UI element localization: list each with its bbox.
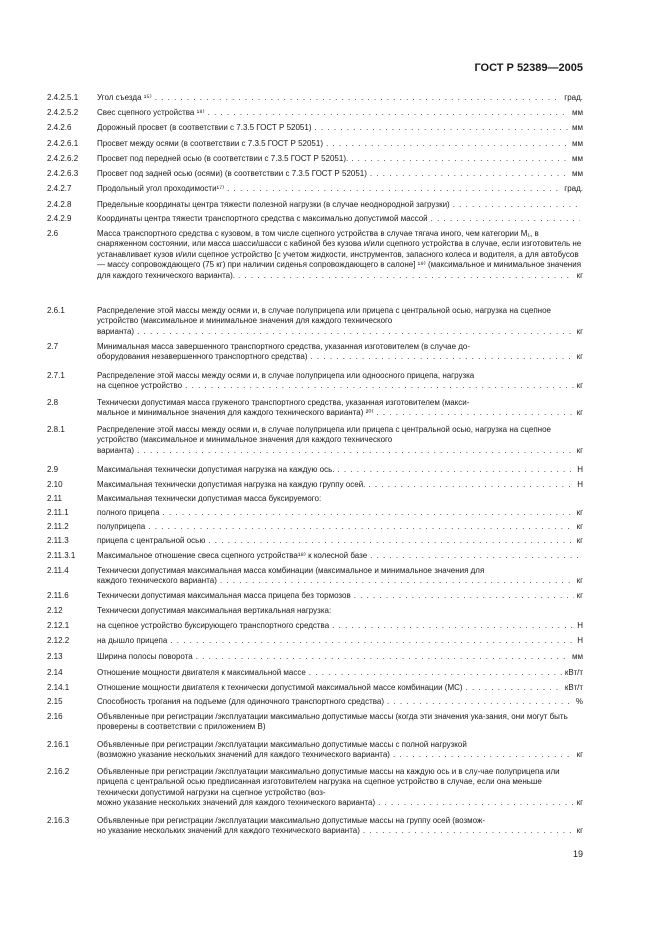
spec-row	[47, 652, 583, 662]
dot-leader	[208, 108, 569, 118]
dot-leader	[170, 636, 574, 646]
spec-row	[47, 536, 583, 546]
spec-label: Просвет под передней осью (в соответствии с 7.3.5 ГОСТ Р 52051).	[97, 154, 349, 163]
spec-row	[47, 767, 583, 809]
spec-text	[97, 712, 583, 733]
spec-leader-line	[97, 621, 583, 631]
spec-leader-line	[97, 636, 583, 646]
spec-label: на сцепное устройство	[97, 381, 183, 391]
spec-unit: кг	[576, 508, 583, 517]
dot-leader	[354, 591, 574, 601]
spec-label: мальное и минимальное значения для каждого технического варианта) ²⁰⁾	[97, 408, 374, 418]
spec-unit: Н	[577, 480, 583, 489]
spec-number: 2.6	[47, 229, 59, 238]
spec-text	[97, 740, 583, 761]
spec-description: Технически допустимая максимальная вертикальная нагрузка:	[97, 606, 332, 615]
spec-text	[97, 184, 583, 194]
spec-number: 2.11.3	[47, 536, 69, 545]
spec-unit: кг	[576, 352, 583, 362]
spec-text	[97, 536, 583, 546]
spec-row	[47, 508, 583, 518]
spec-number: 2.9	[47, 465, 59, 474]
spec-label: Ширина полосы поворота	[97, 652, 193, 661]
dot-leader	[466, 683, 562, 693]
spec-number: 2.11.6	[47, 591, 69, 600]
spec-label: Технически допустимая максимальная масса прицепа без тормозов	[97, 591, 351, 600]
spec-number: 2.7	[47, 342, 59, 351]
dot-leader	[393, 750, 574, 760]
spec-label: Предельные координаты центра тяжести полезной нагрузки (в случае неоднородной загрузки)	[97, 200, 450, 209]
spec-row	[47, 697, 583, 707]
dot-leader	[453, 200, 580, 210]
spec-label: варианта)	[97, 326, 135, 336]
spec-text	[97, 108, 583, 118]
spec-number: 2.16.3	[47, 816, 70, 825]
spec-number: 2.4.2.6.2	[47, 154, 79, 163]
spec-number: 2.11.1	[47, 508, 69, 517]
spec-number: 2.8	[47, 398, 59, 407]
spec-number: 2.12.2	[47, 636, 70, 645]
spec-text	[97, 697, 583, 707]
spec-label: Максимальная технически допустимая нагрузка на каждую группу осей.	[97, 480, 366, 489]
spec-number: 2.4.2.7	[47, 184, 72, 193]
spec-row	[47, 214, 583, 224]
spec-leader-line	[97, 154, 583, 164]
spec-unit: кг	[576, 270, 583, 280]
spec-text	[97, 425, 583, 456]
spec-unit: %	[575, 697, 583, 706]
spec-label: Отношение мощности двигателя к технически допустимой максимальной массе комбинации (MC)	[97, 683, 463, 692]
spec-text	[97, 668, 583, 678]
spec-number: 2.7.1	[47, 371, 65, 380]
spec-leader-line	[97, 551, 583, 561]
dot-leader	[326, 139, 569, 149]
spec-number: 2.10	[47, 480, 63, 489]
spec-text	[97, 494, 583, 504]
spec-leader-line	[97, 184, 583, 194]
spec-label: каждого технического варианта)	[97, 576, 217, 586]
spec-label: Отношение мощности двигателя к максимальной массе	[97, 668, 306, 677]
spec-unit: кг	[576, 591, 583, 600]
dot-leader	[309, 668, 562, 678]
spec-leader-line	[97, 697, 583, 707]
spec-row	[47, 740, 583, 761]
spec-label: Свес сцепного устройства ¹⁸⁾	[97, 108, 205, 117]
spec-label: оборудования незавершенного транспортного средства)	[97, 352, 308, 362]
spec-text	[97, 200, 583, 210]
spec-number: 2.14.1	[47, 683, 70, 692]
spec-number: 2.16.2	[47, 767, 70, 776]
dot-leader	[351, 154, 569, 164]
spec-label: на сцепное устройство буксирующего транспортного средства	[97, 621, 330, 630]
spec-leader-line	[97, 169, 583, 179]
spec-row	[47, 551, 583, 561]
spec-leader-line	[97, 465, 583, 475]
spec-unit: град.	[564, 184, 583, 193]
spec-unit: мм	[572, 154, 583, 163]
spec-text	[97, 566, 583, 587]
spec-label: Угол съезда ¹⁵⁾	[97, 93, 152, 102]
spec-row	[47, 591, 583, 601]
spec-leader-line	[97, 668, 583, 678]
spec-leader-line	[97, 683, 583, 693]
spec-label: Координаты центра тяжести транспортного средства с максимально допустимой массой	[97, 214, 428, 223]
spec-leader-line	[97, 826, 583, 836]
spec-leader-line	[97, 200, 583, 210]
spec-unit: град.	[564, 93, 583, 102]
spec-leader-line	[97, 591, 583, 601]
spec-text	[97, 139, 583, 149]
spec-text	[97, 816, 583, 837]
spec-row	[47, 200, 583, 210]
spec-unit: мм	[572, 108, 583, 117]
spec-row	[47, 169, 583, 179]
dot-leader	[148, 522, 573, 532]
spec-description: Распределение этой массы между осями и, в случае полуприцепа или прицепа с центральной осью, нагрузка на сцепное устройство (максимальное и минимальное значения для каждого технического	[97, 306, 551, 326]
spec-text	[97, 93, 583, 103]
dot-leader	[310, 352, 573, 362]
spec-unit: кг	[576, 381, 583, 391]
spec-number: 2.4.2.6	[47, 123, 72, 132]
spec-row	[47, 425, 583, 456]
spec-text	[97, 551, 583, 561]
spec-label: для каждого технического варианта).	[97, 270, 236, 280]
spec-unit: кг	[576, 408, 583, 418]
spec-description: Распределение этой массы между осями и, в случае полуприцепа или прицепа с центральной осью, нагрузка на сцепное устройство (максимальное и минимальное значения для каждого технического	[97, 425, 551, 445]
spec-row	[47, 816, 583, 837]
spec-label: Просвет под задней осью (осями) (в соответствии с 7.3.5 ГОСТ Р 52051)	[97, 169, 367, 178]
spec-unit: кг	[576, 826, 583, 836]
spec-leader-line	[97, 508, 583, 518]
spec-text	[97, 214, 583, 224]
dot-leader	[185, 381, 573, 391]
spec-number: 2.12	[47, 606, 63, 615]
spec-unit: кг	[576, 536, 583, 545]
spec-label: можно указание нескольких значений для каждого технического варианта)	[97, 798, 376, 808]
spec-number: 2.4.2.5.1	[47, 93, 79, 102]
spec-row	[47, 154, 583, 164]
spec-row	[47, 123, 583, 133]
spec-description: Объявленные при регистрации /эксплуатации максимально допустимые массы на группу осей (возмож-	[97, 816, 486, 825]
spec-text	[97, 636, 583, 646]
spec-leader-line	[97, 381, 583, 391]
page-number: 19	[572, 849, 583, 859]
spec-label: Максимальное отношение свеса сцепного устройства¹⁸⁾ к колесной базе	[97, 551, 368, 560]
spec-label: Дорожный просвет (в соответствии с 7.3.5 ГОСТ Р 52051)	[97, 123, 312, 132]
spec-leader-line	[97, 522, 583, 532]
spec-row	[47, 139, 583, 149]
spec-number: 2.4.2.6.3	[47, 169, 79, 178]
spec-label: на дышло прицепа	[97, 636, 168, 645]
spec-number: 2.4.2.6.1	[47, 139, 79, 148]
spec-text	[97, 398, 583, 419]
spec-description: Минимальная масса завершенного транспортного средства, указанная изготовителем (в случае до-	[97, 342, 471, 351]
spec-unit: кВт/т	[564, 683, 583, 692]
dot-leader	[227, 184, 561, 194]
spec-number: 2.12.1	[47, 621, 70, 630]
spec-row	[47, 636, 583, 646]
spec-row	[47, 480, 583, 490]
dot-leader	[368, 480, 574, 490]
spec-text	[97, 591, 583, 601]
spec-number: 2.14	[47, 668, 63, 677]
spec-text	[97, 652, 583, 662]
spec-description: Объявленные при регистрации /эксплуатации максимально допустимые массы с полной нагрузкой	[97, 740, 467, 749]
spec-label: Максимальная технически допустимая нагрузка на каждую ось.	[97, 465, 335, 474]
spec-label: Продольный угол проходимости¹⁷⁾	[97, 184, 225, 193]
spec-unit: кг	[576, 576, 583, 586]
dot-leader	[163, 508, 574, 518]
spec-label: (возможно указание нескольких значений для каждого технического варианта)	[97, 750, 390, 760]
spec-unit: кг	[576, 326, 583, 336]
spec-leader-line	[97, 536, 583, 546]
spec-leader-line	[97, 750, 583, 760]
spec-unit: Н	[577, 465, 583, 474]
spec-text	[97, 480, 583, 490]
spec-row	[47, 93, 583, 103]
dot-leader	[363, 826, 574, 836]
spec-leader-line	[97, 327, 583, 337]
spec-text	[97, 767, 583, 809]
spec-row	[47, 494, 583, 504]
spec-unit: Н	[577, 621, 583, 630]
spec-label: прицепа с центральной осью	[97, 536, 206, 545]
spec-leader-line	[97, 108, 583, 118]
spec-row	[47, 306, 583, 337]
dot-leader	[378, 798, 573, 808]
spec-description: Технически допустимая масса груженого транспортного средства, указанная изготовителем (макси-	[97, 398, 470, 407]
dot-leader	[332, 621, 574, 631]
spec-row	[47, 398, 583, 419]
dot-leader	[337, 465, 574, 475]
spec-text	[97, 371, 583, 392]
spec-text	[97, 508, 583, 518]
spec-row	[47, 342, 583, 363]
spec-description: Технически допустимая максимальная масса комбинации (максимальное и минимальное значения для	[97, 566, 485, 575]
spec-text	[97, 683, 583, 693]
dot-leader	[238, 271, 574, 281]
dot-leader	[137, 327, 573, 337]
spec-row	[47, 371, 583, 392]
spec-label: варианта)	[97, 445, 135, 455]
spec-row	[47, 522, 583, 532]
spec-text	[97, 169, 583, 179]
spec-unit: Н	[577, 636, 583, 645]
spec-label: полуприцепа	[97, 522, 146, 531]
spec-number: 2.11	[47, 494, 62, 503]
dot-leader	[137, 446, 573, 456]
spec-row	[47, 465, 583, 475]
spec-leader-line	[97, 271, 583, 281]
spec-text	[97, 522, 583, 532]
spec-unit: мм	[572, 169, 583, 178]
spec-row	[47, 229, 583, 281]
spec-leader-line	[97, 576, 583, 586]
spec-leader-line	[97, 798, 583, 808]
spec-number: 2.16	[47, 712, 63, 721]
spec-description: Масса транспортного средства с кузовом, в том числе сцепного устройства в случае тягача иного, чем категории M₁, в снаряженном состоянии, или масса шасси/шасси с кабиной без кузова и/или сцепного устройства в случае, если изготовитель не устанавливает кузов и/или сцепное устройство [с учетом жидкости, инструментов, запасного колеса и водителя, а для автобусов — массу сопровождающего (75 кг) при наличии сиденья сопровождающего в салоне] ¹⁹⁾ (максимальное и минимальное значения	[97, 229, 582, 270]
dot-leader	[220, 576, 574, 586]
spec-unit: мм	[572, 123, 583, 132]
spec-text	[97, 306, 583, 337]
spec-label: полного прицепа	[97, 508, 160, 517]
spec-number: 2.8.1	[47, 425, 65, 434]
dot-leader	[376, 408, 573, 418]
spec-label: Способность трогания на подъеме (для одиночного транспортного средства)	[97, 697, 385, 706]
spec-row	[47, 566, 583, 587]
spec-leader-line	[97, 139, 583, 149]
spec-leader-line	[97, 123, 583, 133]
spec-row	[47, 108, 583, 118]
spec-leader-line	[97, 446, 583, 456]
spec-number: 2.6.1	[47, 306, 65, 315]
spec-unit: кг	[576, 750, 583, 760]
spec-unit: кг	[576, 522, 583, 531]
dot-leader	[208, 536, 573, 546]
document-header: ГОСТ Р 52389—2005	[474, 62, 583, 74]
spec-description: Максимальная технически допустимая масса буксируемого:	[97, 494, 322, 503]
spec-row	[47, 621, 583, 631]
spec-row	[47, 606, 583, 616]
spec-unit: кг	[576, 445, 583, 455]
dot-leader	[196, 652, 569, 662]
spec-row	[47, 184, 583, 194]
spec-unit: кг	[576, 798, 583, 808]
spec-description: Распределение этой массы между осями и, в случае полуприцепа или одноосного прицепа, нагрузка	[97, 371, 475, 380]
spec-description: Объявленные при регистрации /эксплуатации максимально допустимые массы (когда эти значения ука-зания, они могут быть проверены в соответствии с приложением В)	[97, 712, 568, 732]
spec-text	[97, 621, 583, 631]
spec-number: 2.16.1	[47, 740, 70, 749]
spec-label: Просвет между осями (в соответствии с 7.3.5 ГОСТ Р 52051)	[97, 139, 323, 148]
spec-description: Объявленные при регистрации /эксплуатации максимально допустимые массы на каждую ось и в слу-чае полуприцепа или прицепа с центральной осью предписанная изготовителем нагрузка на сцепное устройство в случае, если она меньше технически допустимой нагрузки на сцепное устройство (воз-	[97, 767, 560, 797]
spec-text	[97, 229, 583, 281]
spec-number: 2.13	[47, 652, 63, 661]
spec-leader-line	[97, 93, 583, 103]
spec-text	[97, 154, 583, 164]
spec-leader-line	[97, 480, 583, 490]
spec-text	[97, 123, 583, 133]
spec-text	[97, 606, 583, 616]
spec-row	[47, 683, 583, 693]
spec-unit: кВт/т	[564, 668, 583, 677]
spec-leader-line	[97, 214, 583, 224]
dot-leader	[431, 214, 580, 224]
dot-leader	[314, 123, 569, 133]
dot-leader	[370, 551, 580, 561]
spec-leader-line	[97, 408, 583, 418]
spec-row	[47, 668, 583, 678]
dot-leader	[370, 169, 569, 179]
dot-leader	[155, 93, 562, 103]
spec-text	[97, 465, 583, 475]
spec-leader-line	[97, 352, 583, 362]
spec-row	[47, 712, 583, 733]
spec-number: 2.11.3.1	[47, 551, 76, 560]
spec-number: 2.4.2.8	[47, 200, 72, 209]
spec-number: 2.4.2.9	[47, 214, 72, 223]
spec-unit: мм	[572, 139, 583, 148]
spec-leader-line	[97, 652, 583, 662]
spec-unit: мм	[572, 652, 583, 661]
spec-text	[97, 342, 583, 363]
spec-number: 2.11.4	[47, 566, 69, 575]
dot-leader	[387, 697, 573, 707]
spec-number: 2.4.2.5.2	[47, 108, 79, 117]
spec-label: но указание нескольких значений для каждого технического варианта)	[97, 826, 360, 836]
spec-number: 2.11.2	[47, 522, 69, 531]
spec-number: 2.15	[47, 697, 63, 706]
